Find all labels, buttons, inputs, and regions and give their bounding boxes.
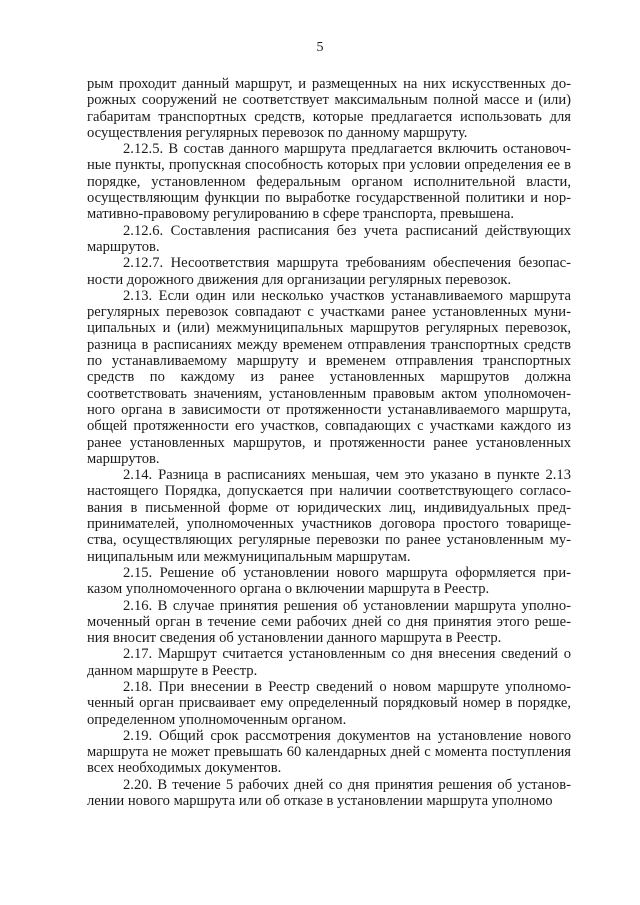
paragraph-2-15: 2.15. Решение об установлении нового маршрута оформляется приказом уполномоченного органа о включении маршрута в Реестр. xyxy=(87,564,571,598)
paragraph-2-13: 2.13. Если один или несколько участков устанавливаемого маршрута регулярных перевозок совпадают с участками ранее установленных муниципальных и (или) межмуниципальных маршрутов регулярных перевозок, разница в расписаниях между временем отправления транспортных средств по устанавливаемому маршруту и временем отправления транспортных средств по каждому из ранее установленных маршрутов должна соответствовать значениям, установленным правовым актом уполномоченного органа в зависимости от протяженности устанавливаемого маршрута, общей протяженности его участков, совпадающих с участками каждого из ранее установленных маршрутов, и протяженности ранее установленных маршрутов. xyxy=(87,287,571,467)
page-number: 5 xyxy=(316,40,324,55)
paragraph-2-20: 2.20. В течение 5 рабочих дней со дня принятия решения об установлении нового маршрута или об отказе в установлении маршрута уполномо xyxy=(87,776,571,810)
document-body xyxy=(87,76,571,809)
paragraph-2-12-6: 2.12.6. Составления расписания без учета расписаний действующих маршрутов. xyxy=(87,222,571,255)
paragraph-2-16: 2.16. В случае принятия решения об установлении маршрута уполномоченный орган в течение семи рабочих дней со дня принятия этого решения вносит сведения об установлении данного маршрута в Реестр. xyxy=(87,597,571,647)
paragraph-2-14: 2.14. Разница в расписаниях меньшая, чем это указано в пункте 2.13 настоящего Порядка, допускается при наличии соответствующего согласования в письменной форме от юридических лиц, индивидуальных предпринимателей, уполномоченных участников договора простого товарищества, осуществляющих регулярные перевозки по ранее установленным муниципальным или межмуниципальным маршрутам. xyxy=(87,467,571,565)
paragraph-continuation: рым проходит данный маршрут, и размещенных на них искусственных дорожных сооружений не соответствует максимальным полной массе и (или) габаритам транспортных средств, которые предлагается использовать для осуществления регулярных перевозок по данному маршруту. xyxy=(87,76,571,141)
paragraph-2-12-5: 2.12.5. В состав данного маршрута предлагается включить остановочные пункты, пропускная способность которых при условии определения ее в порядке, установленном федеральным органом исполнительной власти, осуществляющим функции по выработке государственной политики и нормативно-правовому регулированию в сфере транспорта, превышена. xyxy=(87,141,571,223)
paragraph-2-18: 2.18. При внесении в Реестр сведений о новом маршруте уполномоченный орган присваивает ему определенный порядковый номер в порядке, определенном уполномоченным органом. xyxy=(87,678,571,728)
paragraph-2-17: 2.17. Маршрут считается установленным со дня внесения сведений о данном маршруте в Реестр. xyxy=(87,646,571,679)
paragraph-2-12-7: 2.12.7. Несоответствия маршрута требованиям обеспечения безопасности дорожного движения для организации регулярных перевозок. xyxy=(87,255,571,288)
paragraph-2-19: 2.19. Общий срок рассмотрения документов на установление нового маршрута не может превышать 60 календарных дней с момента поступления всех необходимых документов. xyxy=(87,727,571,777)
